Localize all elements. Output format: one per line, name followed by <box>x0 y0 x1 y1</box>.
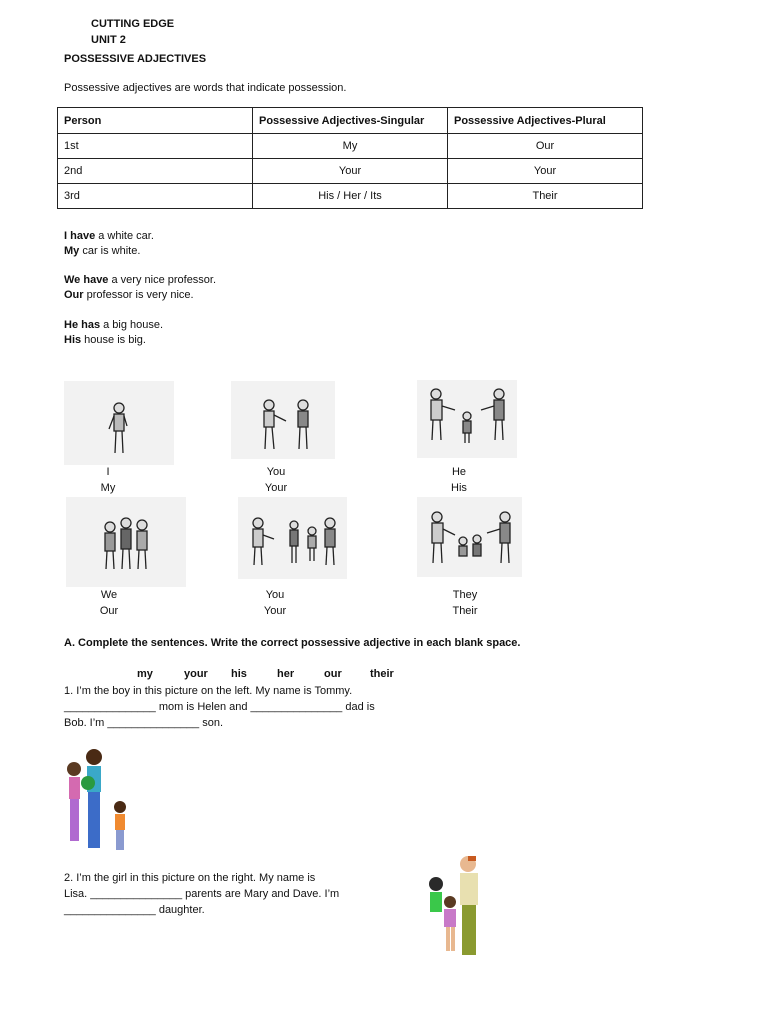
table-cell: 2nd <box>58 159 253 184</box>
table-cell: Our <box>448 134 643 159</box>
unit-label: UNIT 2 <box>91 34 126 46</box>
example-line: I have a white car. <box>64 230 154 242</box>
family-illustration-lisa <box>420 852 492 964</box>
word-bank-item: her <box>277 668 295 680</box>
pronoun-label: We <box>100 589 118 601</box>
possessive-label: Your <box>264 482 288 494</box>
table-cell: 3rd <box>58 184 253 209</box>
question-2-line: 2. I’m the girl in this picture on the right. My name is <box>64 872 316 884</box>
table-cell: Your <box>448 159 643 184</box>
picture-caption <box>245 587 305 619</box>
pronoun-label: You <box>265 589 285 601</box>
exercise-instruction: A. Complete the sentences. Write the correct possessive adjective in each blank space. <box>64 637 521 649</box>
pronoun-label: You <box>266 466 286 478</box>
picture-caption <box>429 464 489 496</box>
example-line: He has a big house. <box>64 319 164 331</box>
pronoun-label: He <box>451 466 467 478</box>
illustration-pointing-at-group <box>238 497 347 579</box>
possessive-table <box>57 107 643 209</box>
table-header-cell: Possessive Adjectives-Plural <box>448 108 643 134</box>
table-header-row <box>58 108 643 134</box>
word-bank-item: their <box>370 668 394 680</box>
word-bank-item: your <box>184 668 208 680</box>
course-title: CUTTING EDGE <box>91 18 175 30</box>
question-1-line: 1. I’m the boy in this picture on the left. My name is Tommy. <box>64 685 353 697</box>
possessive-label: Their <box>452 605 478 617</box>
possessive-label: Your <box>263 605 287 617</box>
intro-text: Possessive adjectives are words that indicate possession. <box>64 82 347 94</box>
table-cell: Their <box>448 184 643 209</box>
example-line: Our professor is very nice. <box>64 289 194 301</box>
pronoun-label: I <box>106 466 110 478</box>
word-bank-item: his <box>231 668 247 680</box>
table-header-cell: Possessive Adjectives-Singular <box>253 108 448 134</box>
picture-caption <box>435 587 495 619</box>
pronoun-label: They <box>452 589 478 601</box>
example-line: My car is white. <box>64 245 141 257</box>
page-title: POSSESSIVE ADJECTIVES <box>64 53 207 65</box>
question-2-line: Lisa. _______________ parents are Mary and Dave. I’m <box>64 888 340 900</box>
picture-caption <box>79 587 139 619</box>
question-2-line: _______________ daughter. <box>64 904 205 916</box>
picture-caption <box>78 464 138 496</box>
possessive-label: His <box>451 482 467 494</box>
illustration-one-person <box>64 381 174 465</box>
table-cell: Your <box>253 159 448 184</box>
question-1-line: Bob. I’m _______________ son. <box>64 717 224 729</box>
example-line: We have a very nice professor. <box>64 274 217 286</box>
possessive-label: My <box>100 482 116 494</box>
possessive-label: Our <box>99 605 119 617</box>
word-bank-item: my <box>137 668 153 680</box>
table-row <box>58 134 643 159</box>
illustration-pointing-at-person <box>417 380 517 458</box>
table-cell: 1st <box>58 134 253 159</box>
word-bank-item: our <box>324 668 342 680</box>
question-1-line: _______________ mom is Helen and _______________ dad is <box>64 701 375 713</box>
illustration-group <box>66 497 186 587</box>
table-cell: My <box>253 134 448 159</box>
illustration-pointing-at-children <box>417 497 522 577</box>
table-header-cell: Person <box>58 108 253 134</box>
picture-caption <box>246 464 306 496</box>
table-row <box>58 159 643 184</box>
table-cell: His / Her / Its <box>253 184 448 209</box>
example-line: His house is big. <box>64 334 146 346</box>
family-illustration-tommy <box>60 745 132 857</box>
table-row <box>58 184 643 209</box>
illustration-two-people <box>231 381 335 459</box>
